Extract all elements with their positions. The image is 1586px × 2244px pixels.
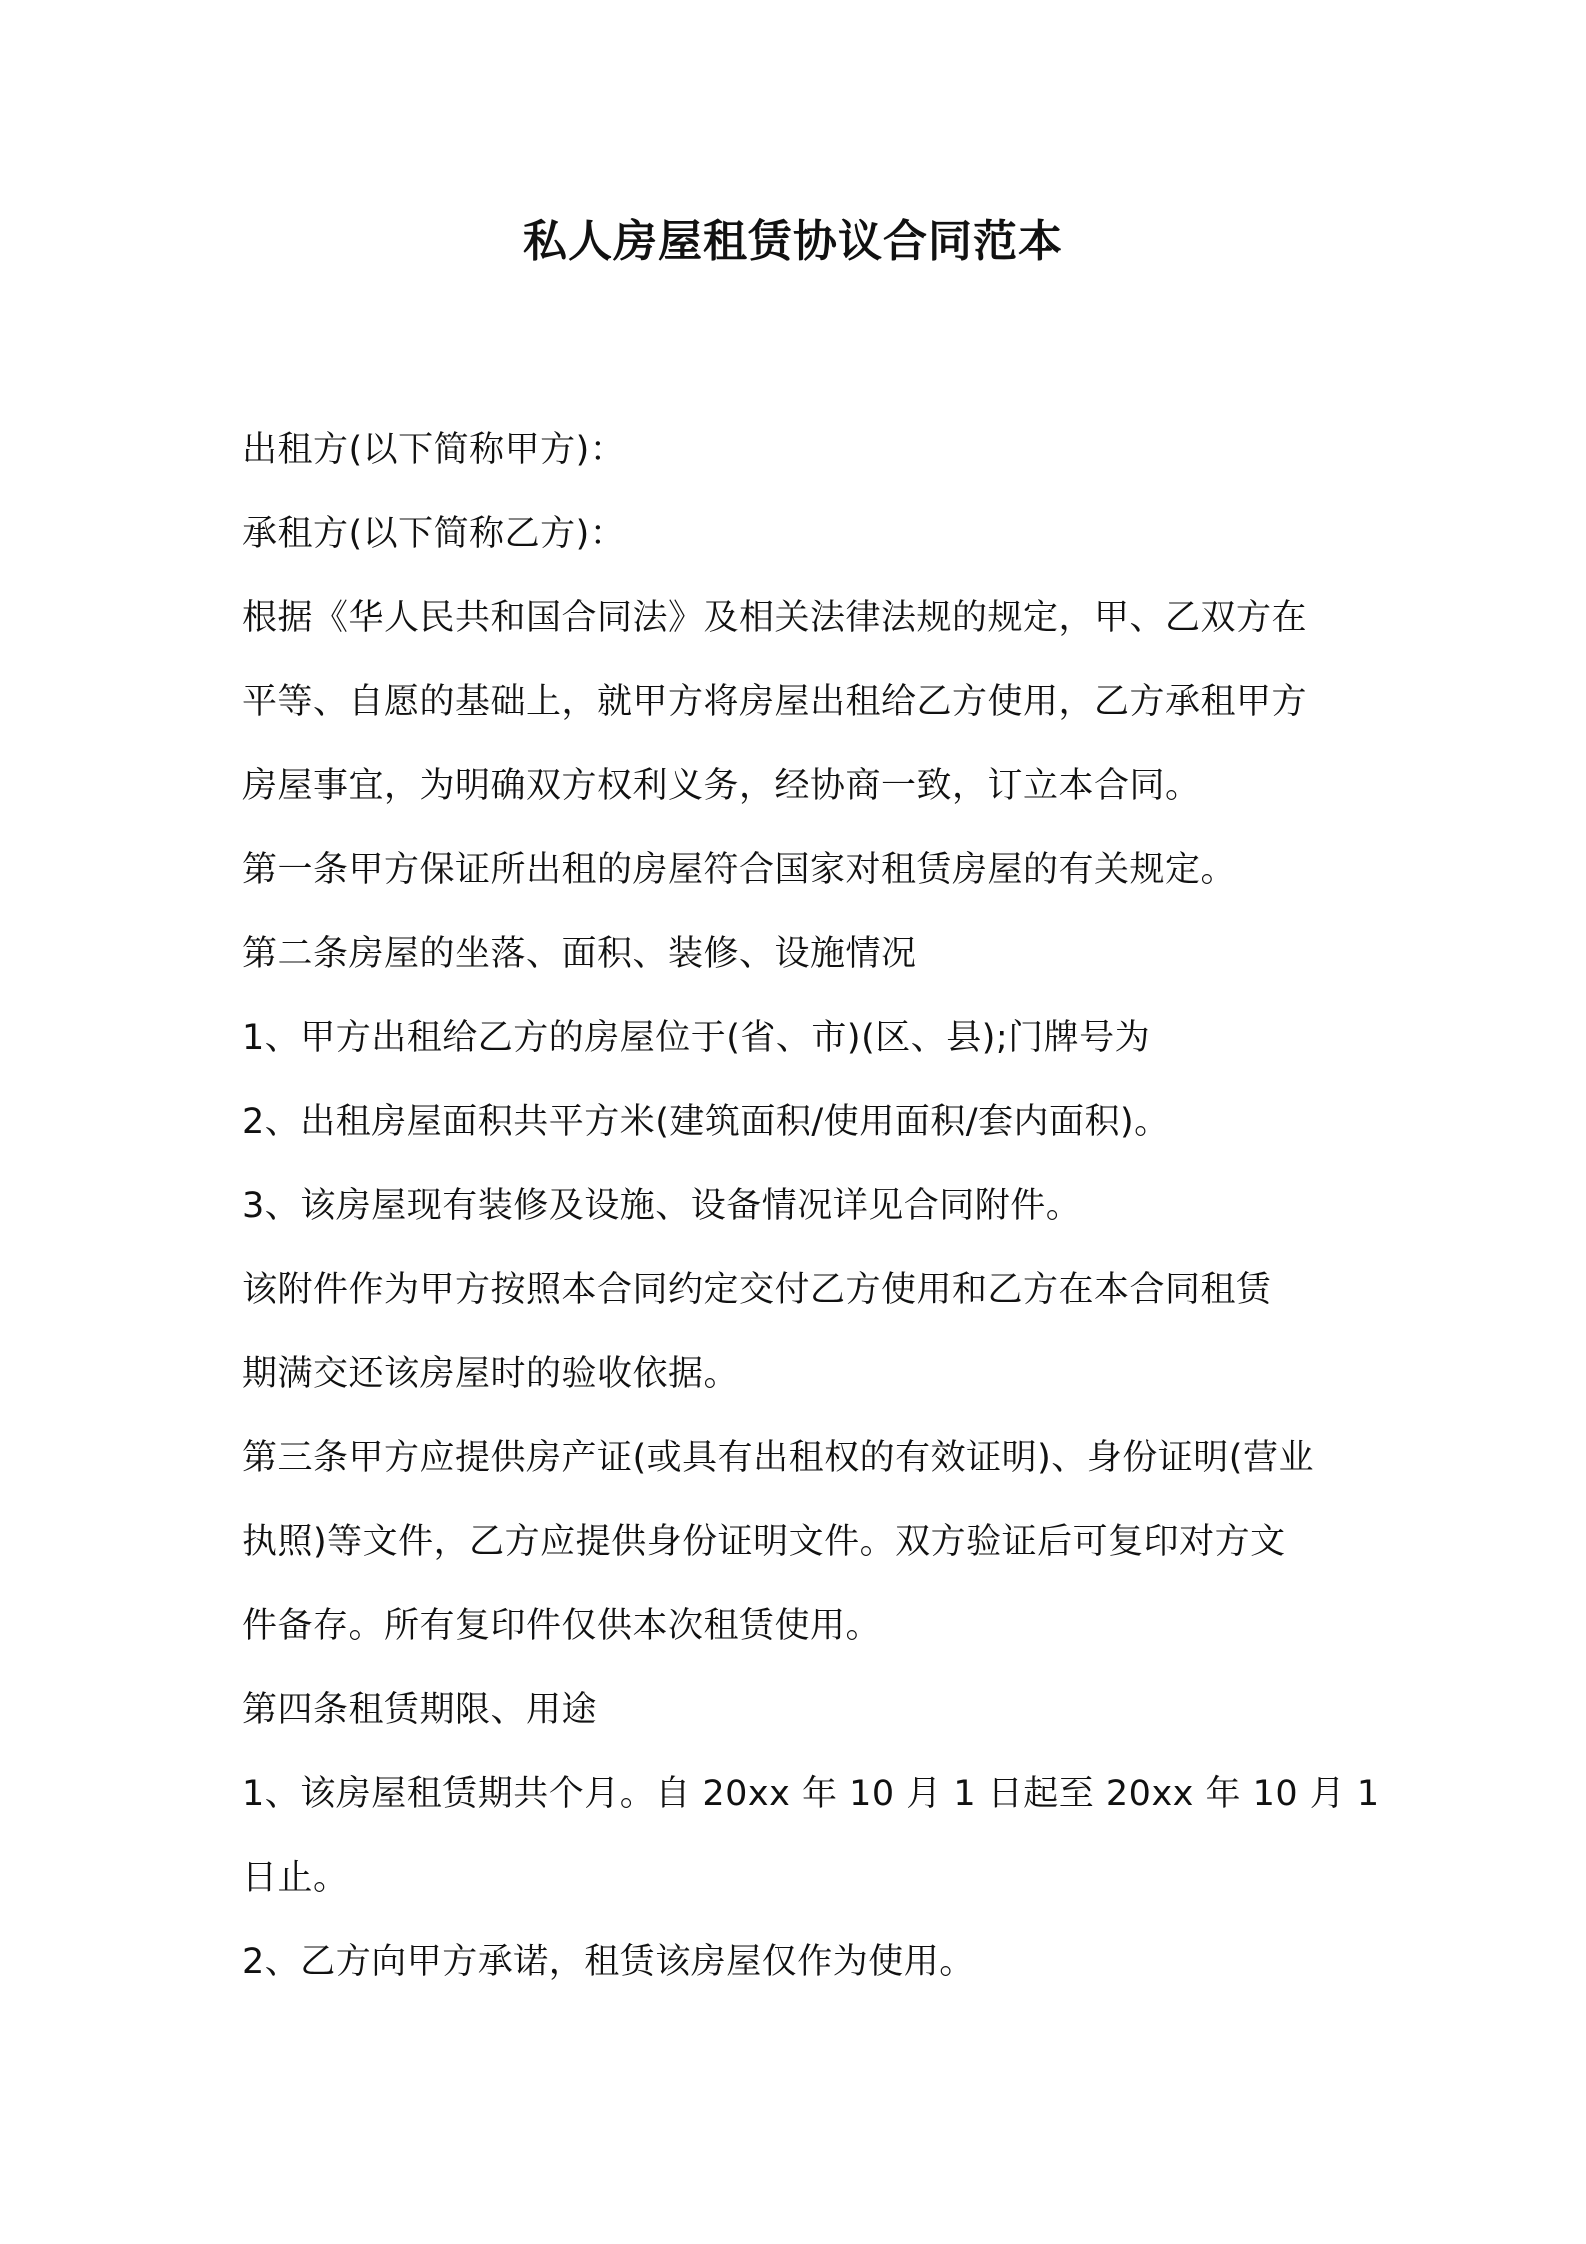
text-line: 日止。	[242, 1858, 349, 1898]
text-line: 房屋事宜，为明确双方权利义务，经协商一致，订立本合同。	[242, 766, 1201, 806]
text-line-party-a: 出租方(以下简称甲方)：	[242, 430, 626, 470]
clause-2-heading: 第二条房屋的坐落、面积、装修、设施情况	[242, 934, 917, 974]
text-line: 3、该房屋现有装修及设施、设备情况详见合同附件。	[242, 1186, 1082, 1226]
text-line: 1、该房屋租赁期共个月。自 20xx 年 10 月 1 日起至 20xx 年 10 月 1	[242, 1774, 1380, 1814]
text-line: 平等、自愿的基础上，就甲方将房屋出租给乙方使用，乙方承租甲方	[242, 682, 1308, 722]
text-line: 根据《华人民共和国合同法》及相关法律法规的规定，甲、乙双方在	[242, 598, 1308, 638]
text-line: 执照)等文件，乙方应提供身份证明文件。双方验证后可复印对方文	[242, 1522, 1286, 1562]
text-line: 件备存。所有复印件仅供本次租赁使用。	[242, 1606, 882, 1646]
text-line: 1、甲方出租给乙方的房屋位于(省、市)(区、县);门牌号为	[242, 1018, 1151, 1058]
document-body	[242, 408, 1380, 2004]
clause-1-line: 第一条甲方保证所出租的房屋符合国家对租赁房屋的有关规定。	[242, 850, 1237, 890]
clause-3-line: 第三条甲方应提供房产证(或具有出租权的有效证明)、身份证明(营业	[242, 1438, 1314, 1478]
text-line-party-b: 承租方(以下简称乙方)：	[242, 514, 626, 554]
text-line: 期满交还该房屋时的验收依据。	[242, 1354, 740, 1394]
document-title: 私人房屋租赁协议合同范本	[523, 216, 1063, 267]
clause-4-heading: 第四条租赁期限、用途	[242, 1690, 598, 1730]
text-line: 该附件作为甲方按照本合同约定交付乙方使用和乙方在本合同租赁	[242, 1270, 1272, 1310]
text-line: 2、乙方向甲方承诺，租赁该房屋仅作为使用。	[242, 1942, 975, 1982]
text-line: 2、出租房屋面积共平方米(建筑面积/使用面积/套内面积)。	[242, 1102, 1170, 1142]
